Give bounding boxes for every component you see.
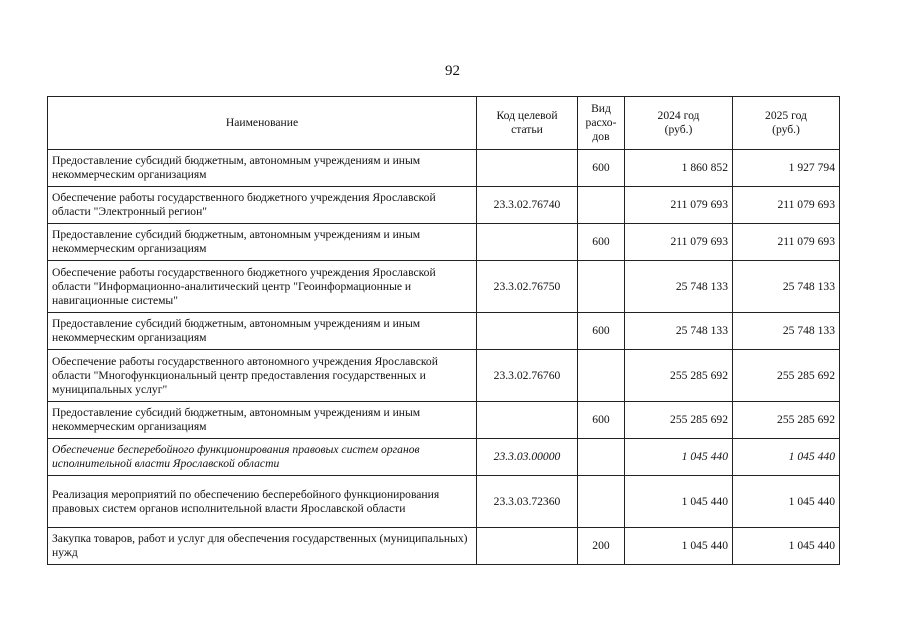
row-2024-cell: 1 045 440 bbox=[625, 439, 733, 476]
row-2025-cell: 1 045 440 bbox=[733, 476, 840, 528]
row-name-cell: Обеспечение работы государственного автономного учреждения Ярославской области "Многофункциональный центр предоставления государственных и муниципальных услуг" bbox=[48, 350, 477, 402]
table-body bbox=[48, 150, 840, 565]
row-code-cell bbox=[477, 528, 578, 565]
row-name-cell: Предоставление субсидий бюджетным, автономным учреждениям и иным некоммерческим организациям bbox=[48, 313, 477, 350]
table-row bbox=[48, 350, 840, 402]
row-2024-cell: 25 748 133 bbox=[625, 313, 733, 350]
row-2024-cell: 25 748 133 bbox=[625, 261, 733, 313]
row-2024-cell: 211 079 693 bbox=[625, 224, 733, 261]
row-code-cell: 23.3.02.76740 bbox=[477, 187, 578, 224]
row-2025-cell: 1 045 440 bbox=[733, 439, 840, 476]
budget-table bbox=[47, 96, 840, 565]
table-row bbox=[48, 313, 840, 350]
row-name-cell: Закупка товаров, работ и услуг для обеспечения государственных (муниципальных) нужд bbox=[48, 528, 477, 565]
row-kind-cell bbox=[578, 439, 625, 476]
row-name-cell: Обеспечение бесперебойного функционирования правовых систем органов исполнительной власти Ярославской области bbox=[48, 439, 477, 476]
table-header-row bbox=[48, 97, 840, 150]
row-code-cell bbox=[477, 150, 578, 187]
table-row bbox=[48, 187, 840, 224]
row-2024-cell: 1 045 440 bbox=[625, 476, 733, 528]
row-2025-cell: 25 748 133 bbox=[733, 313, 840, 350]
row-2025-cell: 1 045 440 bbox=[733, 528, 840, 565]
row-kind-cell bbox=[578, 350, 625, 402]
row-code-cell: 23.3.02.76750 bbox=[477, 261, 578, 313]
row-kind-cell: 600 bbox=[578, 224, 625, 261]
table-row bbox=[48, 150, 840, 187]
row-kind-cell: 600 bbox=[578, 150, 625, 187]
table-row bbox=[48, 528, 840, 565]
header-2024: 2024 год (руб.) bbox=[625, 97, 733, 150]
row-2025-cell: 25 748 133 bbox=[733, 261, 840, 313]
header-kind: Вид расхо- дов bbox=[578, 97, 625, 150]
row-2025-cell: 255 285 692 bbox=[733, 402, 840, 439]
row-name-cell: Предоставление субсидий бюджетным, автономным учреждениям и иным некоммерческим организациям bbox=[48, 224, 477, 261]
row-2025-cell: 211 079 693 bbox=[733, 187, 840, 224]
row-2024-cell: 1 860 852 bbox=[625, 150, 733, 187]
row-2024-cell: 255 285 692 bbox=[625, 402, 733, 439]
row-code-cell bbox=[477, 224, 578, 261]
row-kind-cell bbox=[578, 187, 625, 224]
row-name-cell: Обеспечение работы государственного бюджетного учреждения Ярославской области "Информационно-аналитический центр "Геоинформационные и навигационные системы" bbox=[48, 261, 477, 313]
row-2024-cell: 211 079 693 bbox=[625, 187, 733, 224]
row-name-cell: Обеспечение работы государственного бюджетного учреждения Ярославской области "Электронный регион" bbox=[48, 187, 477, 224]
row-2024-cell: 255 285 692 bbox=[625, 350, 733, 402]
row-2025-cell: 211 079 693 bbox=[733, 224, 840, 261]
row-kind-cell: 600 bbox=[578, 402, 625, 439]
row-kind-cell bbox=[578, 476, 625, 528]
row-name-cell: Реализация мероприятий по обеспечению бесперебойного функционирования правовых систем органов исполнительной власти Ярославской области bbox=[48, 476, 477, 528]
row-code-cell: 23.3.02.76760 bbox=[477, 350, 578, 402]
table-row bbox=[48, 224, 840, 261]
row-kind-cell: 200 bbox=[578, 528, 625, 565]
row-name-cell: Предоставление субсидий бюджетным, автономным учреждениям и иным некоммерческим организациям bbox=[48, 402, 477, 439]
row-2024-cell: 1 045 440 bbox=[625, 528, 733, 565]
row-2025-cell: 255 285 692 bbox=[733, 350, 840, 402]
header-name: Наименование bbox=[48, 97, 477, 150]
row-name-cell: Предоставление субсидий бюджетным, автономным учреждениям и иным некоммерческим организациям bbox=[48, 150, 477, 187]
row-code-cell bbox=[477, 402, 578, 439]
row-kind-cell bbox=[578, 261, 625, 313]
row-2025-cell: 1 927 794 bbox=[733, 150, 840, 187]
row-code-cell: 23.3.03.00000 bbox=[477, 439, 578, 476]
table-row bbox=[48, 402, 840, 439]
row-kind-cell: 600 bbox=[578, 313, 625, 350]
table-row bbox=[48, 439, 840, 476]
header-code: Код целевой статьи bbox=[477, 97, 578, 150]
page-number: 92 bbox=[445, 63, 460, 79]
header-2025: 2025 год (руб.) bbox=[733, 97, 840, 150]
table-row bbox=[48, 476, 840, 528]
table-row bbox=[48, 261, 840, 313]
row-code-cell: 23.3.03.72360 bbox=[477, 476, 578, 528]
row-code-cell bbox=[477, 313, 578, 350]
